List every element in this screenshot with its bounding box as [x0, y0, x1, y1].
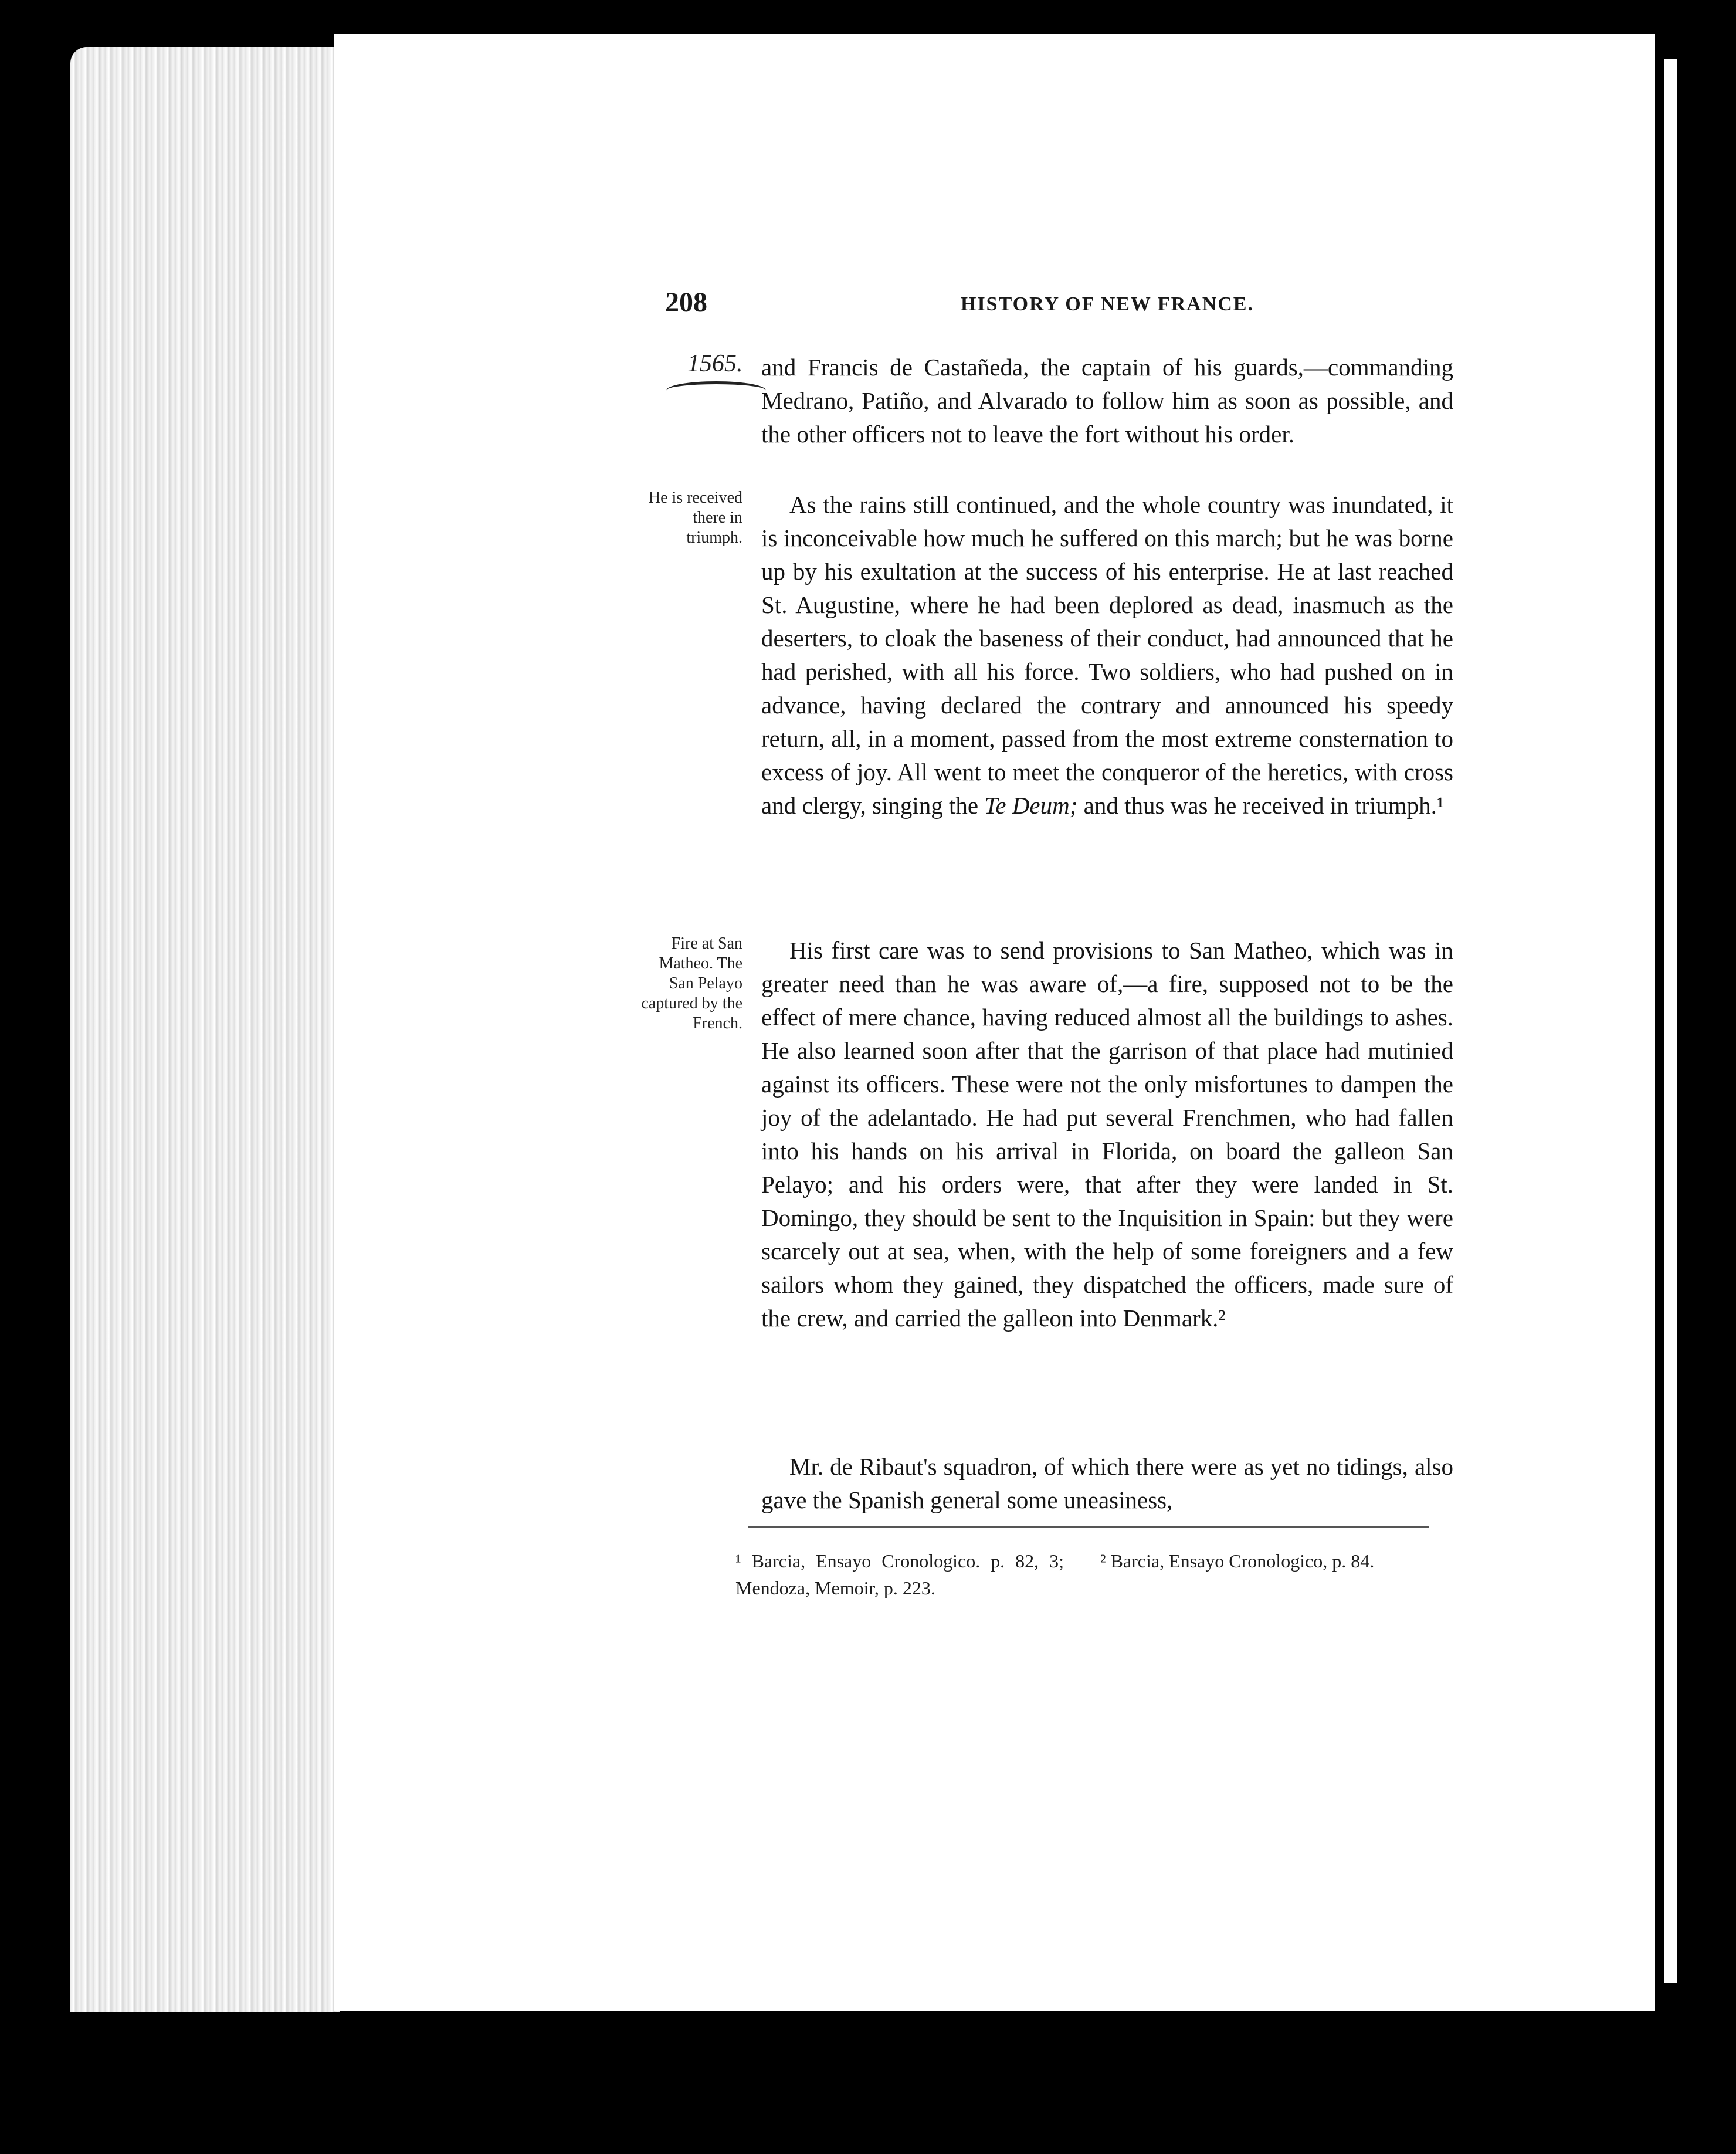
running-head-title: HISTORY OF NEW FRANCE. — [961, 293, 1254, 315]
paragraph-4 — [761, 1450, 1453, 1517]
marginal-note-fire: Fire at San Matheo. The San Pelayo captured by the French. — [641, 934, 742, 1032]
book-page-edges — [70, 47, 340, 2012]
paragraph-1-text: and Francis de Castañeda, the captain of his guards,—commanding Medrano, Patiño, and Alvarado to follow him as soon as possible, and the other officers not to leave the fort without his order. — [761, 354, 1453, 448]
marginal-note-triumph: He is received there in triumph. — [648, 489, 742, 547]
paragraph-2-main: As the rains still continued, and the whole country was inundated, it is inconceivable how much he suffered on this march; but he was borne up by his exultation at the success of his enterprise. He at last reached St. Augustine, where he had been deplored as dead, inasmuch as the deserters, to cloak the baseness of their conduct, had announced that he had perished, with all his force. Two soldiers, who had pushed on in advance, having declared the contrary and announced his speedy return, all, in a moment, passed from the most extreme consternation to excess of joy. All went to meet the conqueror of the heretics, with cross and clergy, singing the — [761, 491, 1453, 819]
footnote-1: ¹ Barcia, Ensayo Cronologico. p. 82, 3; Mendoza, Memoir, p. 223. — [735, 1550, 1064, 1598]
paragraph-2 — [761, 488, 1453, 822]
facing-page-edge — [1664, 59, 1677, 1983]
page-number: 208 — [665, 287, 707, 318]
te-deum-italic: Te Deum; — [984, 792, 1078, 819]
year-marginal: 1565. — [687, 350, 743, 377]
footnote-divider — [748, 1526, 1429, 1528]
paragraph-3-text: His first care was to send provisions to San Matheo, which was in greater need than he was aware of,—a fire, supposed not to be the effect of mere chance, having reduced almost all the buildings to ashes. He also learned soon after that the garrison of that place had mutinied against its officers. These were not the only misfortunes to dampen the joy of the adelantado. He had put several Frenchmen, who had fallen into his hands on his arrival in Florida, on board the galleon San Pelayo; and his orders were, that after they were landed in St. Domingo, they should be sent to the Inquisition in Spain: but they were scarcely out at sea, when, with the help of some foreigners and a few sailors whom they gained, they dispatched the officers, made sure of the crew, and carried the galleon into Denmark.² — [761, 937, 1453, 1332]
paragraph-2-end: and thus was he received in triumph.¹ — [1083, 792, 1445, 819]
paragraph-1 — [761, 351, 1453, 451]
paragraph-3 — [761, 934, 1453, 1335]
paragraph-2-text — [761, 488, 1453, 822]
brace-ornament — [666, 381, 766, 399]
footnote-2: ² Barcia, Ensayo Cronologico, p. 84. — [1100, 1550, 1375, 1572]
paragraph-4-text: Mr. de Ribaut's squadron, of which there were as yet no tidings, also gave the Spanish general some uneasiness, — [761, 1453, 1453, 1513]
